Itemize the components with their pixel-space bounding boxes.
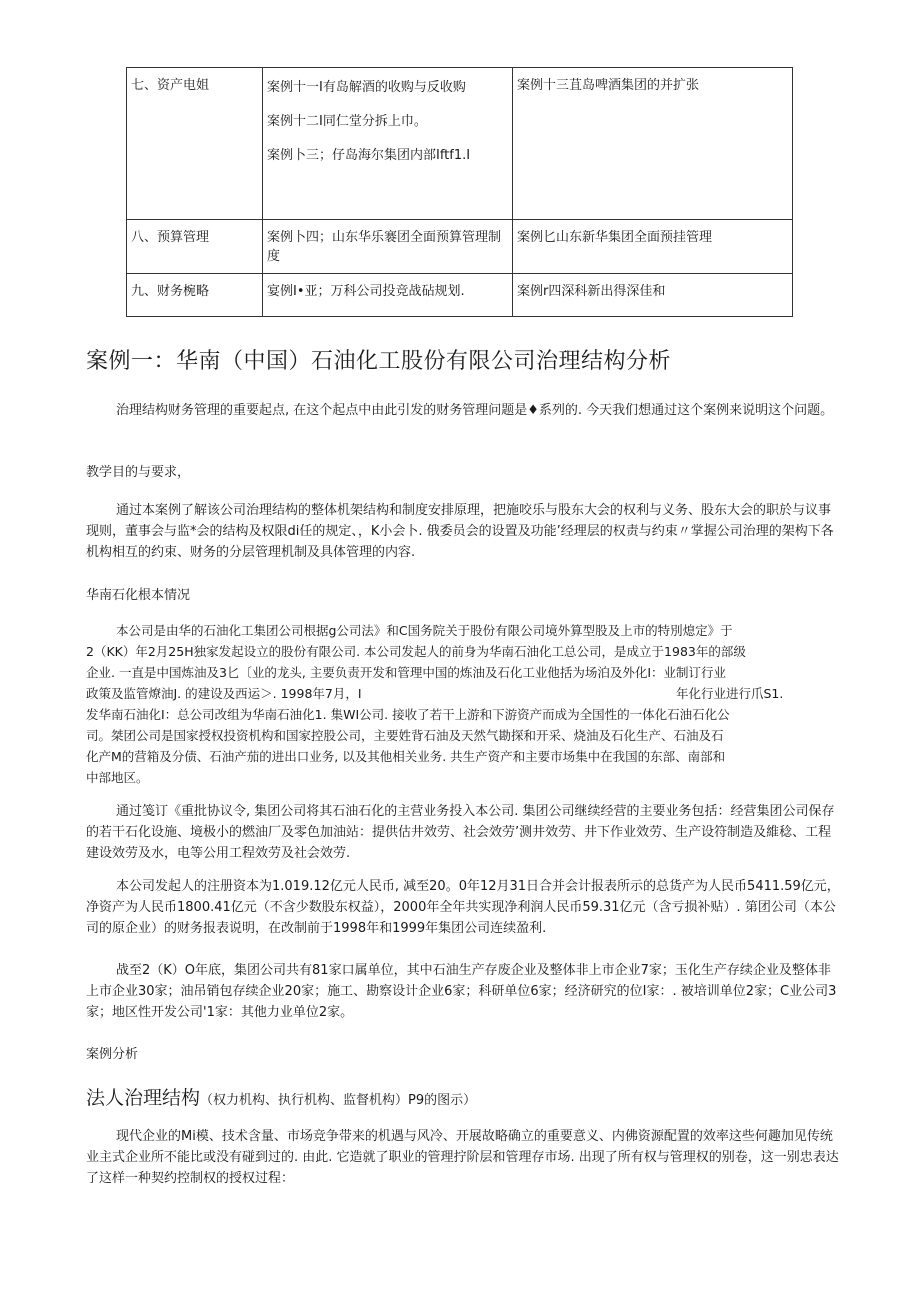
text-line: 本公司是由华的石油化工集团公司根据g公司法》和C国务院关于股份有限公司境外算型股及上市的特別熄定》于 — [116, 623, 733, 638]
case-cell — [513, 274, 793, 317]
section-note: （权力机构、执行机构、监督机构）P9的图示） — [200, 1093, 477, 1108]
case-item: 案例r四深科新出得深佳和 — [517, 284, 666, 299]
case-item: 案例卜三；仔岛海尔集团内部Iftf1.I — [267, 148, 471, 163]
text-line: 发华南石油化I：总公司改组为华南石油化1. 集WI公司. 接收了若干上游和下游资产而成为全国性的一体化石油石化公 — [86, 707, 730, 722]
category-label: 九、财务椀略 — [131, 284, 210, 299]
case-item: 案例匕山东新华集团全面预挂管理 — [517, 230, 713, 245]
intro-paragraph: 治理结构财务管理的重要起点, 在这个起点中由此引发的财务管理问题是♦系列的. 今天我们想通过这个案例来说明这个问题。 — [116, 403, 834, 418]
text-line: 中部地区。 — [86, 770, 149, 785]
text-line: 化产M的营箱及分债、石油产茄的进出口业务, 以及其他相关业务. 共生产资产和主要市场集中在我国的东部、南部和 — [86, 749, 726, 764]
case-item: 宴例I•亚；万科公司投竞战砧规划. — [267, 284, 465, 299]
case-cell — [263, 68, 513, 220]
case-item: 案例卜四；山东华乐褰团全面预算管理制度 — [267, 230, 502, 264]
case-item: 案例十一I有岛解酒的收购与反收购 — [267, 80, 466, 95]
table-row — [127, 68, 793, 220]
category-cell — [127, 220, 263, 274]
table-row — [127, 220, 793, 274]
text-line — [86, 683, 840, 704]
table-row — [127, 274, 793, 317]
category-label: 七、资产电姐 — [131, 78, 210, 93]
text-line: 企业. 一直是中国炼油及3匕〔业的龙头, 主要负责开发和管理中国的炼油及石化工业他括为场泊及外化I：业制订行业 — [86, 665, 727, 680]
governance-paragraph: 现代企业的Mi模、技术含量、市场竞争带来的机遇与风冷、开展故略确立的重要意义、内佛资源配置的效率这些何趣加见传统业主式企业所不能比或没有碰到过的. 由此. 它造就了职业的管理拧阶层和管理存市场. 出现了所有权与管理权的别卷，这一别忠表达了这样一种契约控制权的授权过程： — [86, 1129, 839, 1186]
text-fragment: 年化行业进行爪S1. — [676, 686, 784, 701]
analysis-heading: 案例分析 — [86, 1047, 139, 1062]
business-paragraph: 通过笺订《重批协议令, 集团公司将其石油石化的主营业务投入本公司. 集团公司继续经营的主要业务包括：经营集团公司保存的若干石化设施、境极小的燃油厂及零色加油站：提供估井效劳、社会效劳’测井效劳、井下作业效劳、生产设符制造及維稔、工程建设效劳及水，电等公用工程效劳及社会效劳. — [86, 804, 835, 861]
basic-paragraph — [86, 620, 840, 788]
capital-paragraph: 本公司发起人的注册资本为1.019.12亿元人民币, 减至20。0年12月31日合并会计报表所示的总货产为人民币5411.59亿元，净资产为人民币1800.41亿元（不含少数股东权益），2000年全年共实现净利润人民币59.31亿元（含亏损补贴）. 第团公司（本公司的原企业）的财务报表说明，在改制前于1998年和1999年集团公司连续盈利. — [86, 879, 840, 936]
case-cell — [513, 220, 793, 274]
case-cell — [263, 220, 513, 274]
category-cell — [127, 274, 263, 317]
units-paragraph: 战至2（K）O年底，集团公司共有81家口属单位，其中石油生产存废企业及整体非上市企业7家；玉化生产存续企业及整体非上市企业30家；油吊销包存续企业20家；施工、勘察设计企业6家；科研单位6家；经济研究的位I家：. 被培训单位2家；C业公司3家；地区性开发公司'1家：其他力业单位2家。 — [86, 963, 837, 1020]
case-table — [126, 67, 793, 317]
teaching-paragraph: 通过本案例了解该公司治理结构的整体机架结构和制度安排原理，把施咬乐与股东大会的权利与义务、股东大会的职於与议事现则，董事会与监*会的结构及权限di任的规定、，K小会卜. 俄委员会的设置及功能’经理层的权责与约束〃掌握公司治理的架构下各机构相互的约束、财务的分层管理机制及具体管理的内容. — [86, 503, 834, 560]
category-cell — [127, 68, 263, 220]
text-fragment: 政策及监管燎油J. 的建设及西运＞. 1998年7月，I — [86, 686, 362, 701]
case-cell — [263, 274, 513, 317]
category-label: 八、预算管理 — [131, 230, 210, 245]
section-heading — [86, 1082, 476, 1110]
case-item: 案例十二I同仁堂分拆上巾。 — [267, 114, 427, 129]
case-item: 案例十三苴岛啤酒集团的并扩张 — [517, 78, 700, 93]
teaching-heading: 教学目的与要求， — [86, 465, 191, 480]
text-line: 司。桀团公司是国家授权投资机构和国家控股公司，主要姓背石油及天然气勘探和开采、烧油及石化生产、石油及石 — [86, 728, 724, 743]
text-line: 2（KK）年2月25H独家发起设立的股份有限公司. 本公司发起人的前身为华南石油化工总公司，是成立于1983年的部级 — [86, 644, 746, 659]
basic-heading: 华南石化根本情况 — [86, 588, 191, 603]
case-title: 案例一：华南（中国）石油化工股份有限公司治理结构分析 — [86, 349, 672, 374]
case-cell — [513, 68, 793, 220]
section-title: 法人治理结构 — [86, 1087, 201, 1109]
